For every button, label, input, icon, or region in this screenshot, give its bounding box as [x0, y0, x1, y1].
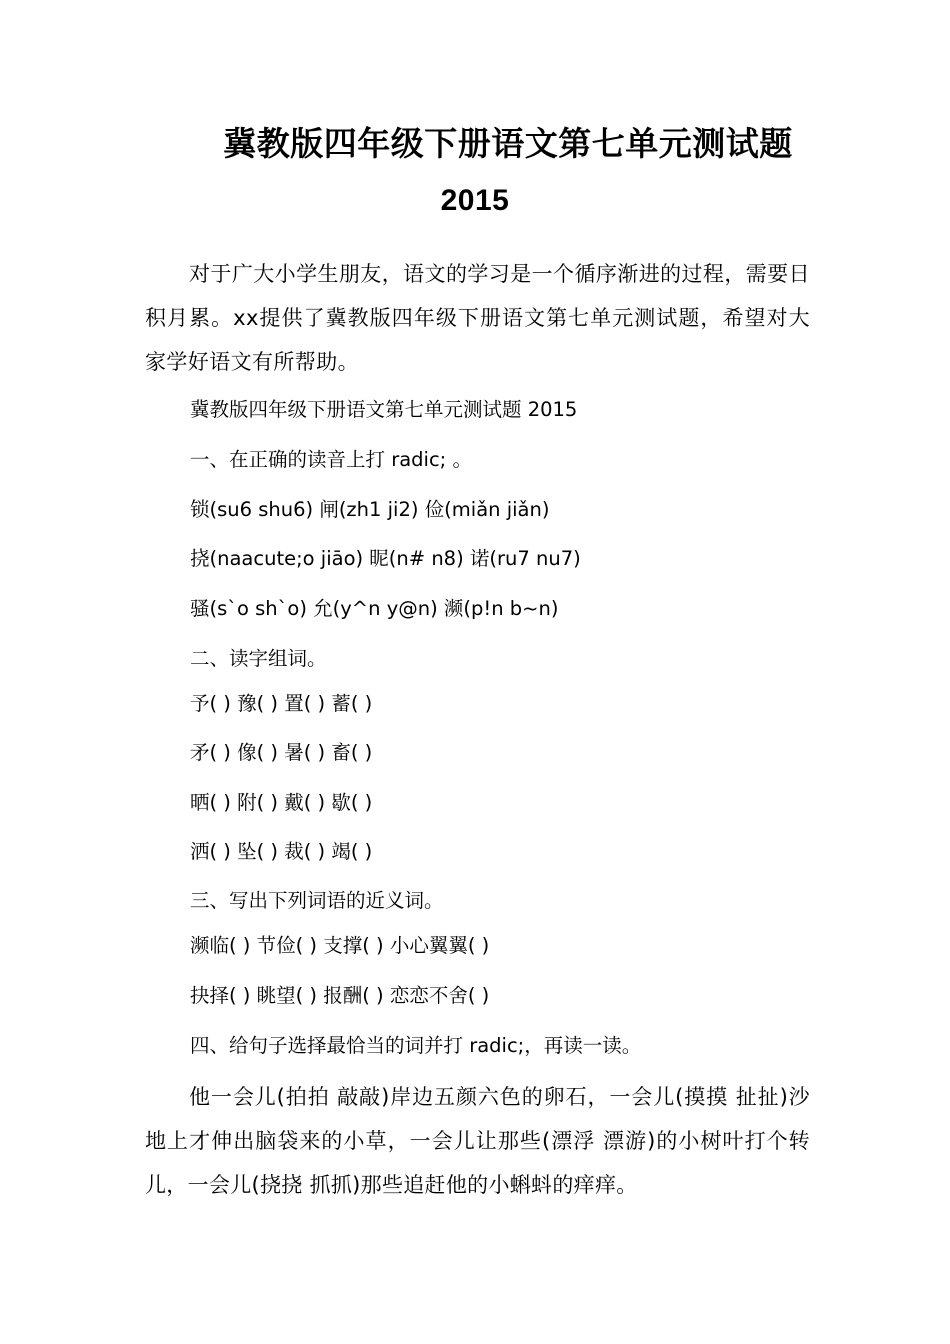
section-1-question-2: 挠(naacute;o jiāo) 昵(n# n8) 诺(ru7 nu7)	[190, 547, 581, 570]
section-2-question-4: 洒( ) 坠( ) 裁( ) 竭( )	[190, 840, 373, 863]
section-2-heading: 二、读字组词。	[190, 647, 327, 670]
section-2-question-1: 予( ) 豫( ) 置( ) 蓄( )	[190, 692, 373, 715]
section-2-question-3: 晒( ) 附( ) 戴( ) 歇( )	[190, 791, 373, 814]
document-title: 冀教版四年级下册语文第七单元测试题	[223, 124, 793, 163]
section-1-heading: 一、在正确的读音上打 radic; 。	[190, 448, 472, 471]
section-3-question-1: 濒临( ) 节俭( ) 支撑( ) 小心翼翼( )	[190, 934, 490, 957]
section-1-question-3: 骚(s`o sh`o) 允(y^n y@n) 濒(p!n b~n)	[190, 597, 559, 620]
section-1-question-1: 锁(su6 shu6) 闸(zh1 ji2) 俭(miǎn jiǎn)	[190, 498, 550, 521]
section-3-question-2: 抉择( ) 眺望( ) 报酬( ) 恋恋不舍( )	[190, 984, 490, 1007]
subtitle-line: 冀教版四年级下册语文第七单元测试题 2015	[190, 398, 578, 421]
section-4-paragraph: 他一会儿(拍拍 敲敲)岸边五颜六色的卵石，一会儿(摸摸 扯扯)沙地上才伸出脑袋来的小草，一会儿让那些(漂浮 漂游)的小树叶打个转儿，一会儿(挠挠 抓抓)那些追赶他的小蝌蚪的痒痒。	[145, 1085, 810, 1197]
intro-paragraph: 对于广大小学生朋友，语文的学习是一个循序渐进的过程，需要日积月累。xx提供了冀教版四年级下册语文第七单元测试题，希望对大家学好语文有所帮助。	[145, 262, 810, 374]
section-3-heading: 三、写出下列词语的近义词。	[190, 889, 444, 912]
document-title-year: 2015	[440, 184, 510, 217]
section-2-question-2: 矛( ) 像( ) 暑( ) 畜( )	[190, 741, 373, 764]
section-4-heading: 四、给句子选择最恰当的词并打 radic;，再读一读。	[190, 1034, 642, 1057]
